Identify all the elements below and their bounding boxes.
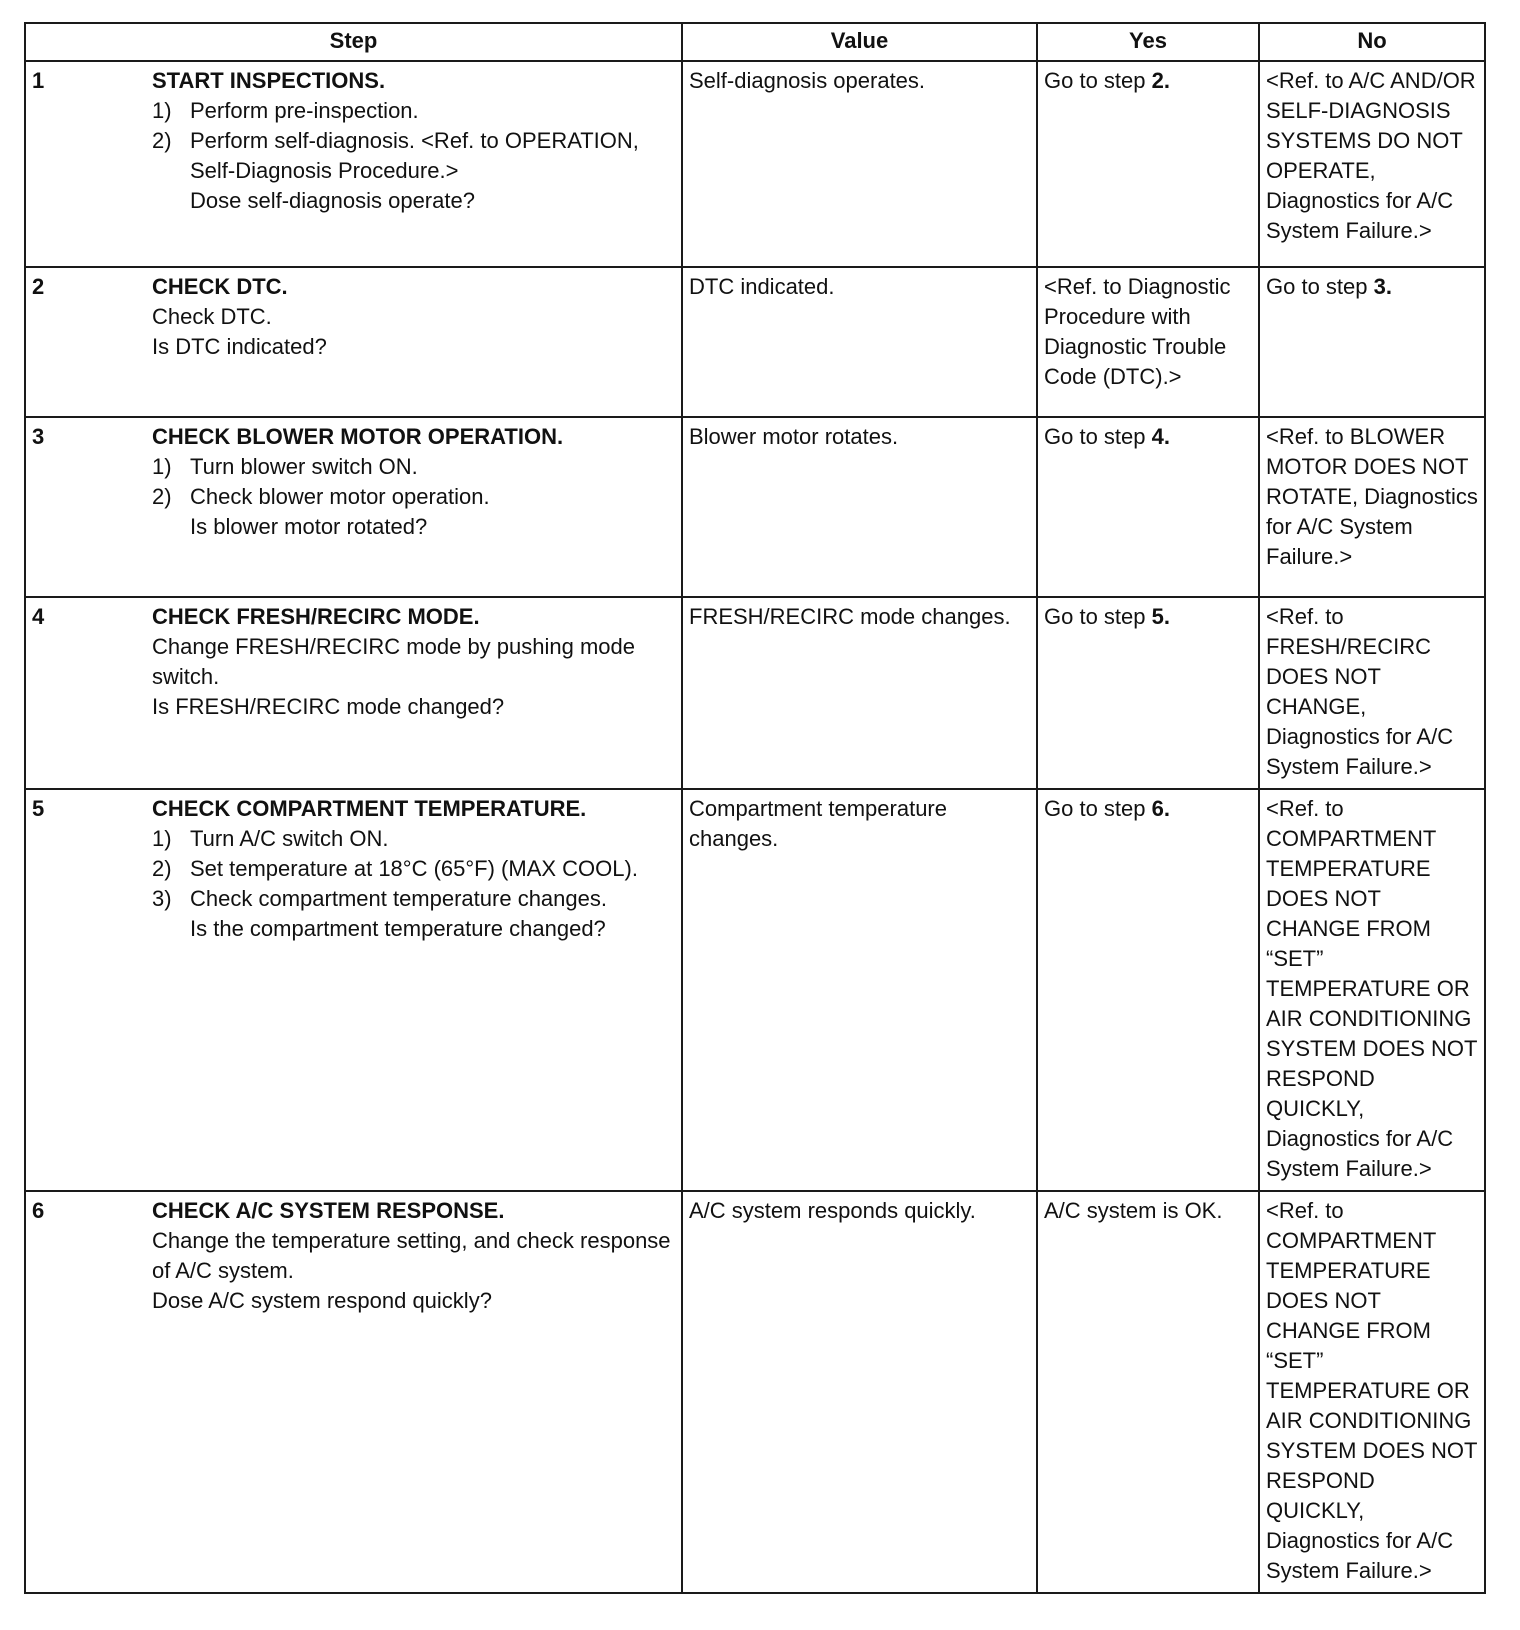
step-number: 4	[32, 604, 45, 629]
value-cell: FRESH/RECIRC mode changes.	[682, 597, 1037, 789]
header-yes: Yes	[1037, 23, 1259, 61]
sub-item: 2) Set temperature at 18°C (65°F) (MAX COOL).	[152, 856, 638, 881]
no-cell: <Ref. to A/C AND/OR SELF-DIAGNOSIS SYSTEMS DO NOT OPERATE, Diagnostics for A/C System Failure.>	[1259, 61, 1485, 267]
table-row	[25, 789, 1485, 1191]
step-cell	[25, 1191, 682, 1593]
no-cell: <Ref. to COMPARTMENT TEMPERATURE DOES NOT CHANGE FROM “SET” TEMPERATURE OR AIR CONDITIONING SYSTEM DOES NOT RESPOND QUICKLY, Diagnostics for A/C System Failure.>	[1259, 1191, 1485, 1593]
step-question: Is DTC indicated?	[152, 334, 327, 359]
table-row	[25, 267, 1485, 417]
no-cell: <Ref. to COMPARTMENT TEMPERATURE DOES NOT CHANGE FROM “SET” TEMPERATURE OR AIR CONDITIONING SYSTEM DOES NOT RESPOND QUICKLY, Diagnostics for A/C System Failure.>	[1259, 789, 1485, 1191]
step-title: CHECK BLOWER MOTOR OPERATION.	[152, 424, 564, 449]
step-number: 6	[32, 1198, 45, 1223]
table-row	[25, 1191, 1485, 1593]
step-question: Is blower motor rotated?	[190, 514, 428, 539]
header-value: Value	[682, 23, 1037, 61]
step-number: 3	[32, 424, 45, 449]
value-cell: Compartment temperature changes.	[682, 789, 1037, 1191]
step-number: 1	[32, 68, 45, 93]
value-cell: Self-diagnosis operates.	[682, 61, 1037, 267]
header-no: No	[1259, 23, 1485, 61]
sub-item: 1) Turn blower switch ON.	[152, 454, 418, 479]
step-question: Dose A/C system respond quickly?	[152, 1288, 492, 1313]
step-cell	[25, 597, 682, 789]
sub-item: 2) Check blower motor operation.	[152, 484, 490, 509]
value-cell: Blower motor rotates.	[682, 417, 1037, 597]
step-question: Is FRESH/RECIRC mode changed?	[152, 694, 505, 719]
sub-item: 1) Turn A/C switch ON.	[152, 826, 389, 851]
yes-cell: Go to step 4.	[1037, 417, 1259, 597]
yes-cell: Go to step 5.	[1037, 597, 1259, 789]
step-cell	[25, 789, 682, 1191]
step-title: START INSPECTIONS.	[152, 68, 386, 93]
yes-cell: A/C system is OK.	[1037, 1191, 1259, 1593]
step-cell	[25, 417, 682, 597]
yes-cell: Go to step 2.	[1037, 61, 1259, 267]
diagnostic-table	[24, 22, 1486, 1594]
sub-item: 3) Check compartment temperature changes.	[152, 886, 607, 911]
table-row	[25, 417, 1485, 597]
step-instruction: Change the temperature setting, and check response of A/C system.	[152, 1228, 671, 1283]
sub-item: 2) Perform self-diagnosis. <Ref. to OPERATION, Self-Diagnosis Procedure.>	[152, 128, 639, 183]
no-cell: <Ref. to FRESH/RECIRC DOES NOT CHANGE, Diagnostics for A/C System Failure.>	[1259, 597, 1485, 789]
no-cell: <Ref. to BLOWER MOTOR DOES NOT ROTATE, Diagnostics for A/C System Failure.>	[1259, 417, 1485, 597]
table-row	[25, 61, 1485, 267]
yes-cell: Go to step 6.	[1037, 789, 1259, 1191]
step-title: CHECK COMPARTMENT TEMPERATURE.	[152, 796, 587, 821]
yes-cell: <Ref. to Diagnostic Procedure with Diagnostic Trouble Code (DTC).>	[1037, 267, 1259, 417]
step-instruction: Check DTC.	[152, 304, 272, 329]
sub-item: 1) Perform pre-inspection.	[152, 98, 419, 123]
value-cell: DTC indicated.	[682, 267, 1037, 417]
header-row	[25, 23, 1485, 61]
step-title: CHECK FRESH/RECIRC MODE.	[152, 604, 480, 629]
no-cell: Go to step 3.	[1259, 267, 1485, 417]
step-cell	[25, 61, 682, 267]
step-number: 5	[32, 796, 45, 821]
value-cell: A/C system responds quickly.	[682, 1191, 1037, 1593]
step-title: CHECK DTC.	[152, 274, 288, 299]
step-cell	[25, 267, 682, 417]
step-instruction: Change FRESH/RECIRC mode by pushing mode switch.	[152, 634, 636, 689]
step-question: Is the compartment temperature changed?	[190, 916, 606, 941]
step-title: CHECK A/C SYSTEM RESPONSE.	[152, 1198, 505, 1223]
header-step: Step	[25, 23, 682, 61]
step-question: Dose self-diagnosis operate?	[190, 188, 475, 213]
step-number: 2	[32, 274, 45, 299]
table-row	[25, 597, 1485, 789]
